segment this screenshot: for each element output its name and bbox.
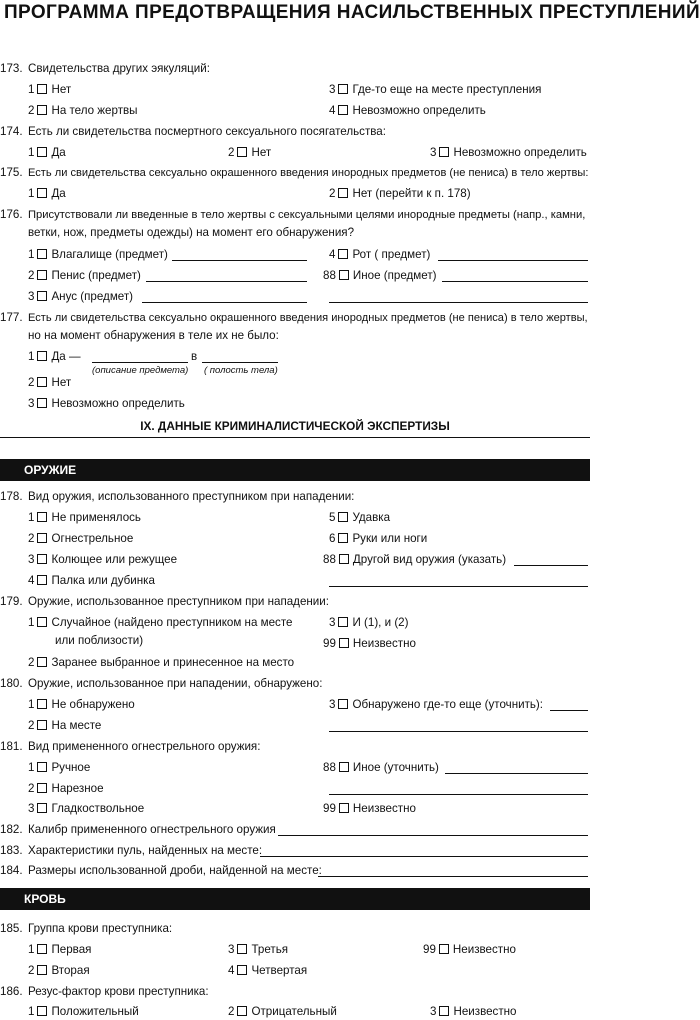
checkbox[interactable] <box>37 762 47 772</box>
option-label: Другой вид оружия (указать) <box>352 553 507 566</box>
option-number: 4 <box>28 574 35 587</box>
option-number: 2 <box>28 782 35 795</box>
checkbox[interactable] <box>37 377 47 387</box>
option-label: Нет <box>51 83 72 96</box>
checkbox[interactable] <box>37 783 47 793</box>
checkbox[interactable] <box>339 638 349 648</box>
option-177-1[interactable] <box>28 350 81 364</box>
option-180-3[interactable] <box>329 698 543 712</box>
fill-line[interactable] <box>329 302 588 303</box>
section-heading: IX. ДАННЫЕ КРИМИНАЛИСТИЧЕСКОЙ ЭКСПЕРТИЗЫ <box>140 419 450 433</box>
option-173-4[interactable] <box>329 104 486 118</box>
checkbox[interactable] <box>237 944 247 954</box>
option-label-continued: или поблизости) <box>55 634 144 647</box>
checkbox[interactable] <box>37 965 47 975</box>
question-text: Есть ли свидетельства сексуально окрашенного введения инородных предметов (не пениса) в тело жертвы, <box>28 312 588 324</box>
option-178-6[interactable] <box>329 532 427 546</box>
option-173-1[interactable] <box>28 83 71 97</box>
question-number: 177. <box>0 311 23 324</box>
option-label: Заранее выбранное и принесенное на место <box>51 656 295 669</box>
question-text: Резус-фактор крови преступника: <box>28 985 209 998</box>
option-179-2[interactable] <box>28 656 294 670</box>
option-label: Неизвестно <box>453 1005 517 1018</box>
question-text: Есть ли свидетельства сексуально окрашенного введения инородных предметов (не пениса) в тело жертвы: <box>28 167 589 179</box>
checkbox[interactable] <box>338 105 348 115</box>
option-number: 2 <box>28 719 35 732</box>
fill-line[interactable] <box>329 731 588 732</box>
option-number: 3 <box>228 943 235 956</box>
option-179-3[interactable] <box>329 616 409 630</box>
option-181-99[interactable] <box>323 802 416 816</box>
checkbox[interactable] <box>37 533 47 543</box>
question-text: Размеры использованной дроби, найденной на месте: <box>28 864 322 877</box>
shot-size-line[interactable] <box>318 876 588 877</box>
option-174-1[interactable] <box>28 146 66 160</box>
option-178-2[interactable] <box>28 532 133 546</box>
option-181-88[interactable] <box>323 761 439 775</box>
option-178-4[interactable] <box>28 574 155 588</box>
question-number: 174. <box>0 125 23 138</box>
option-number: 3 <box>329 616 336 629</box>
option-178-1[interactable] <box>28 511 141 525</box>
option-label: Неизвестно <box>452 943 516 956</box>
option-label: Первая <box>51 943 92 956</box>
fill-line[interactable] <box>445 773 588 774</box>
checkbox[interactable] <box>37 617 47 627</box>
checkbox[interactable] <box>37 944 47 954</box>
option-label: Обнаружено где-то еще (уточнить): <box>352 698 544 711</box>
checkbox[interactable] <box>439 944 449 954</box>
option-175-1[interactable] <box>28 187 66 201</box>
question-text: Есть ли свидетельства посмертного сексуального посягательства: <box>28 125 386 138</box>
option-179-1[interactable] <box>28 616 292 630</box>
option-number: 6 <box>329 532 336 545</box>
checkbox[interactable] <box>338 512 348 522</box>
option-label: Палка или дубинка <box>51 574 155 587</box>
option-176-3[interactable] <box>28 290 133 304</box>
fill-line[interactable] <box>172 260 307 261</box>
option-173-3[interactable] <box>329 83 541 97</box>
option-185-1[interactable] <box>28 943 91 957</box>
question-number: 180. <box>0 677 23 690</box>
question-text: Оружие, использованное при нападении, обнаружено: <box>28 677 323 690</box>
fill-line[interactable] <box>142 302 307 303</box>
checkbox[interactable] <box>37 657 47 667</box>
option-number: 2 <box>28 656 35 669</box>
option-number: 99 <box>323 637 336 650</box>
option-label: Анус (предмет) <box>51 290 134 303</box>
option-label: Невозможно определить <box>453 146 587 159</box>
checkbox[interactable] <box>339 270 349 280</box>
option-185-3[interactable] <box>228 943 288 957</box>
option-number: 3 <box>28 397 35 410</box>
option-181-1[interactable] <box>28 761 90 775</box>
checkbox[interactable] <box>37 699 47 709</box>
checkbox[interactable] <box>338 699 348 709</box>
checkbox[interactable] <box>339 762 349 772</box>
option-label: Где-то еще на месте преступления <box>352 83 542 96</box>
fill-line[interactable] <box>442 281 588 282</box>
option-label: Влагалище (предмет) <box>51 248 168 261</box>
checkbox[interactable] <box>37 1006 47 1016</box>
section-band-weapon: ОРУЖИЕ <box>0 459 590 481</box>
option-number: 88 <box>323 553 336 566</box>
option-number: 88 <box>323 761 336 774</box>
option-174-3[interactable] <box>430 146 587 160</box>
question-text: Присутствовали ли введенные в тело жертвы с сексуальными целями инородные предметы (напр., камни, <box>28 209 586 221</box>
checkbox[interactable] <box>37 249 47 259</box>
question-number: 184. <box>0 864 23 877</box>
option-179-99[interactable] <box>323 637 416 651</box>
question-text: Вид примененного огнестрельного оружия: <box>28 740 261 753</box>
question-text: Характеристики пуль, найденных на месте: <box>28 844 263 857</box>
option-number: 3 <box>28 290 35 303</box>
question-text: Калибр примененного огнестрельного оружия <box>28 823 276 836</box>
section-band-blood: КРОВЬ <box>0 888 590 910</box>
option-label: Не применялось <box>51 511 141 524</box>
option-label: Рот ( предмет) <box>352 248 431 261</box>
option-label: Не обнаружено <box>51 698 135 711</box>
option-181-3[interactable] <box>28 802 144 816</box>
divider <box>0 437 590 438</box>
option-label: Да — <box>51 350 81 363</box>
in-word: в <box>191 350 198 363</box>
option-number: 2 <box>28 532 35 545</box>
option-label: Удавка <box>352 511 391 524</box>
checkbox[interactable] <box>37 554 47 564</box>
option-177-3[interactable] <box>28 397 185 411</box>
checkbox[interactable] <box>37 188 47 198</box>
option-173-2[interactable] <box>28 104 138 118</box>
question-number: 176. <box>0 208 23 221</box>
option-number: 2 <box>28 269 35 282</box>
option-number: 4 <box>329 248 336 261</box>
option-185-4[interactable] <box>228 964 307 978</box>
option-178-88[interactable] <box>323 553 506 567</box>
option-label: Ручное <box>51 761 91 774</box>
option-label: Четвертая <box>251 964 308 977</box>
option-number: 2 <box>228 1005 235 1018</box>
option-number: 3 <box>430 146 437 159</box>
option-label: Вторая <box>51 964 90 977</box>
option-label: Невозможно определить <box>352 104 486 117</box>
option-number: 2 <box>28 104 35 117</box>
option-number: 99 <box>323 802 336 815</box>
question-number: 181. <box>0 740 23 753</box>
option-number: 1 <box>28 616 35 629</box>
option-label: На месте <box>51 719 102 732</box>
option-number: 1 <box>28 350 35 363</box>
checkbox[interactable] <box>37 575 47 585</box>
option-174-2[interactable] <box>228 146 271 160</box>
question-number: 185. <box>0 922 23 935</box>
fill-line[interactable] <box>329 586 588 587</box>
checkbox[interactable] <box>338 533 348 543</box>
option-number: 88 <box>323 269 336 282</box>
question-text: Группа крови преступника: <box>28 922 173 935</box>
question-number: 186. <box>0 985 23 998</box>
option-175-2[interactable] <box>329 187 471 201</box>
option-label: Неизвестно <box>352 637 416 650</box>
question-number: 178. <box>0 490 23 503</box>
checkbox[interactable] <box>439 1006 449 1016</box>
option-number: 2 <box>329 187 336 200</box>
checkbox[interactable] <box>237 965 247 975</box>
checkbox[interactable] <box>37 270 47 280</box>
option-185-99[interactable] <box>423 943 516 957</box>
option-number: 4 <box>228 964 235 977</box>
option-176-4[interactable] <box>329 248 430 262</box>
option-176-2[interactable] <box>28 269 141 283</box>
option-185-2[interactable] <box>28 964 90 978</box>
option-178-3[interactable] <box>28 553 177 567</box>
option-number: 4 <box>329 104 336 117</box>
option-number: 3 <box>329 83 336 96</box>
option-label: Третья <box>251 943 289 956</box>
checkbox[interactable] <box>338 84 348 94</box>
option-180-2[interactable] <box>28 719 101 733</box>
checkbox[interactable] <box>37 351 47 361</box>
option-label: Руки или ноги <box>352 532 428 545</box>
caption-cavity: ( полость тела) <box>204 365 278 376</box>
checkbox[interactable] <box>37 720 47 730</box>
checkbox[interactable] <box>439 147 449 157</box>
checkbox[interactable] <box>37 147 47 157</box>
option-label: Неизвестно <box>352 802 416 815</box>
object-description-line[interactable] <box>92 362 188 363</box>
option-number: 3 <box>430 1005 437 1018</box>
page-title: ПРОГРАММА ПРЕДОТВРАЩЕНИЯ НАСИЛЬСТВЕННЫХ ПРЕСТУПЛЕНИЙ <box>4 2 700 23</box>
option-number: 1 <box>28 248 35 261</box>
option-label: Отрицательный <box>251 1005 337 1018</box>
option-176-88[interactable] <box>323 269 437 283</box>
option-number: 1 <box>28 761 35 774</box>
caption-object: (описание предмета) <box>92 365 189 376</box>
option-number: 2 <box>28 964 35 977</box>
question-text: Оружие, использованное преступником при нападении: <box>28 595 329 608</box>
question-text: но на момент обнаружения в теле их не было: <box>28 329 279 342</box>
option-177-2[interactable] <box>28 376 71 390</box>
option-label: Гладкоствольное <box>51 802 145 815</box>
question-text: Вид оружия, использованного преступником при нападении: <box>28 490 355 503</box>
option-label: Невозможно определить <box>51 397 185 410</box>
checkbox[interactable] <box>237 147 247 157</box>
question-number: 179. <box>0 595 23 608</box>
option-186-3[interactable] <box>430 1005 517 1019</box>
fill-line[interactable] <box>329 794 588 795</box>
option-label: Да <box>51 146 66 159</box>
fill-line[interactable] <box>550 710 588 711</box>
option-number: 2 <box>228 146 235 159</box>
checkbox[interactable] <box>37 512 47 522</box>
bullets-line[interactable] <box>260 856 588 857</box>
fill-line[interactable] <box>514 565 588 566</box>
checkbox[interactable] <box>37 291 47 301</box>
option-label: Колющее или режущее <box>51 553 178 566</box>
option-number: 3 <box>28 553 35 566</box>
option-186-1[interactable] <box>28 1005 139 1019</box>
option-label: Случайное (найдено преступником на месте <box>51 616 293 629</box>
checkbox[interactable] <box>237 1006 247 1016</box>
checkbox[interactable] <box>338 617 348 627</box>
checkbox[interactable] <box>37 105 47 115</box>
option-number: 5 <box>329 511 336 524</box>
checkbox[interactable] <box>339 803 349 813</box>
option-180-1[interactable] <box>28 698 135 712</box>
fill-line[interactable] <box>438 260 588 261</box>
option-label: Огнестрельное <box>51 532 134 545</box>
option-178-5[interactable] <box>329 511 390 525</box>
option-label: Иное (предмет) <box>352 269 437 282</box>
question-number: 183. <box>0 844 23 857</box>
question-number: 173. <box>0 62 23 75</box>
question-number: 175. <box>0 166 23 179</box>
option-number: 1 <box>28 698 35 711</box>
checkbox[interactable] <box>37 803 47 813</box>
checkbox[interactable] <box>339 554 349 564</box>
question-number: 182. <box>0 823 23 836</box>
option-number: 3 <box>28 802 35 815</box>
option-number: 3 <box>329 698 336 711</box>
option-181-2[interactable] <box>28 782 104 796</box>
option-number: 2 <box>28 376 35 389</box>
option-label: Иное (уточнить) <box>352 761 439 774</box>
option-label: И (1), и (2) <box>352 616 409 629</box>
question-text: Свидетельства других эякуляций: <box>28 62 210 75</box>
checkbox[interactable] <box>338 249 348 259</box>
option-number: 1 <box>28 511 35 524</box>
option-label: Нет <box>51 376 72 389</box>
checkbox[interactable] <box>37 398 47 408</box>
fill-line[interactable] <box>146 281 307 282</box>
caliber-line[interactable] <box>278 835 588 836</box>
option-label: Пенис (предмет) <box>51 269 141 282</box>
option-label: Положительный <box>51 1005 139 1018</box>
option-label: Нарезное <box>51 782 104 795</box>
option-label: Нет (перейти к п. 178) <box>352 187 471 200</box>
checkbox[interactable] <box>37 84 47 94</box>
checkbox[interactable] <box>338 188 348 198</box>
option-number: 1 <box>28 187 35 200</box>
question-text: ветки, нож, предметы одежды) на момент его обнаружения? <box>28 226 355 239</box>
option-number: 1 <box>28 146 35 159</box>
body-cavity-line[interactable] <box>202 362 278 363</box>
option-number: 99 <box>423 943 436 956</box>
option-label: На тело жертвы <box>51 104 138 117</box>
option-label: Нет <box>251 146 272 159</box>
option-number: 1 <box>28 1005 35 1018</box>
option-176-1[interactable] <box>28 248 168 262</box>
option-number: 1 <box>28 83 35 96</box>
option-186-2[interactable] <box>228 1005 337 1019</box>
option-label: Да <box>51 187 66 200</box>
option-number: 1 <box>28 943 35 956</box>
